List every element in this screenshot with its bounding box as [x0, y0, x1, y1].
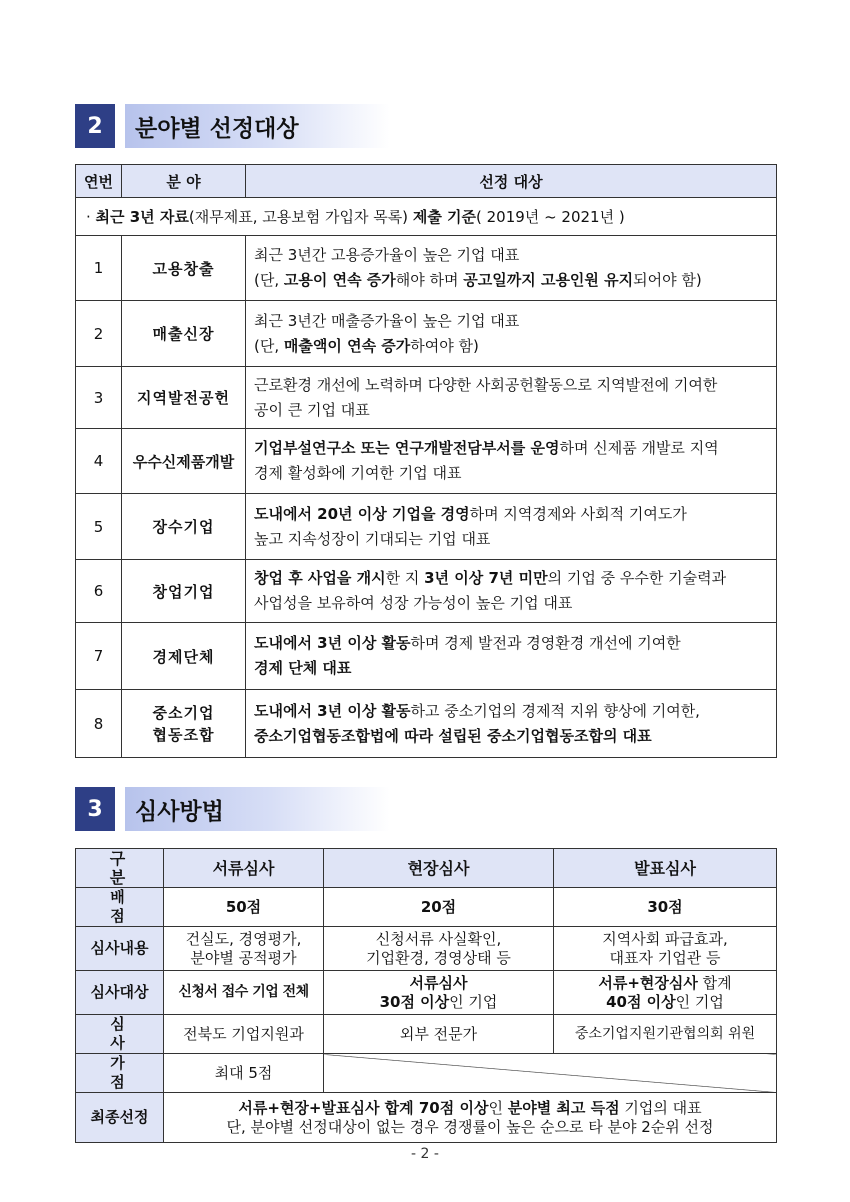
- table-header-row: 구 분 서류심사 현장심사 발표심사: [76, 849, 777, 888]
- content-row: 심사내용 건실도, 경영평가, 분야별 공적평가 신청서류 사실확인, 기업환경, 경영상태 등 지역사회 파급효과, 대표자 기업관 등: [76, 927, 777, 971]
- score-row: 배 점 50점 20점 30점: [76, 888, 777, 927]
- table-row: 7 경제단체 도내에서 3년 이상 활동하며 경제 발전과 경영환경 개선에 기여한 경제 단체 대표: [76, 623, 777, 690]
- table-row: 3 지역발전공헌 근로환경 개선에 노력하며 다양한 사회공헌활동으로 지역발전에 기여한 공이 큰 기업 대표: [76, 367, 777, 429]
- final-row: 최종선정 서류+현장+발표심사 합계 70점 이상인 분야별 최고 득점 기업의 대표 단, 분야별 선정대상이 없는 경우 경쟁률이 높은 순으로 타 분야 2순위 선정: [76, 1093, 777, 1143]
- diagonal-empty-cell: [324, 1054, 777, 1093]
- section-number: 2: [75, 104, 115, 148]
- header-no: 연번: [76, 165, 122, 198]
- data-basis-note: · 최근 3년 자료(재무제표, 고용보험 가입자 목록) 제출 기준( 2019년 ~ 2021년 ): [76, 198, 777, 236]
- bonus-row: 가 점 최대 5점: [76, 1054, 777, 1093]
- table-row: 8 중소기업 협동조합 도내에서 3년 이상 활동하고 중소기업의 경제적 지위 향상에 기여한, 중소기업협동조합법에 따라 설립된 중소기업협동조합의 대표: [76, 690, 777, 758]
- judge-row: 심 사 전북도 기업지원과 외부 전문가 중소기업지원기관협의회 위원: [76, 1015, 777, 1054]
- section-title: 심사방법: [125, 787, 390, 831]
- table-row: 6 창업기업 창업 후 사업을 개시한 지 3년 이상 7년 미만의 기업 중 우수한 기술력과 사업성을 보유하여 성장 가능성이 높은 기업 대표: [76, 560, 777, 623]
- section-title: 분야별 선정대상: [125, 104, 390, 148]
- table-row: 4 우수신제품개발 기업부설연구소 또는 연구개발전담부서를 운영하며 신제품 개발로 지역 경제 활성화에 기여한 기업 대표: [76, 429, 777, 494]
- section-3-heading: [75, 787, 390, 831]
- table-header-row: [76, 165, 777, 198]
- review-method-table: [75, 848, 777, 1143]
- table-row: 1 고용창출 최근 3년간 고용증가율이 높은 기업 대표 (단, 고용이 연속 증가해야 하며 공고일까지 고용인원 유지되어야 함): [76, 236, 777, 301]
- page-number: - 2 -: [411, 1146, 439, 1162]
- section-number: 3: [75, 787, 115, 831]
- header-field: 분 야: [122, 165, 246, 198]
- header-target: 선정 대상: [246, 165, 777, 198]
- target-row: 심사대상 신청서 접수 기업 전체 서류심사 30점 이상인 기업 서류+현장심사 합계 40점 이상인 기업: [76, 971, 777, 1015]
- table-row: 2 매출신장 최근 3년간 매출증가율이 높은 기업 대표 (단, 매출액이 연속 증가하여야 함): [76, 301, 777, 367]
- section-2-heading: [75, 104, 390, 148]
- table-row: 5 장수기업 도내에서 20년 이상 기업을 경영하며 지역경제와 사회적 기여도가 높고 지속성장이 기대되는 기업 대표: [76, 494, 777, 560]
- note-row: [76, 198, 777, 236]
- selection-target-table: [75, 164, 777, 758]
